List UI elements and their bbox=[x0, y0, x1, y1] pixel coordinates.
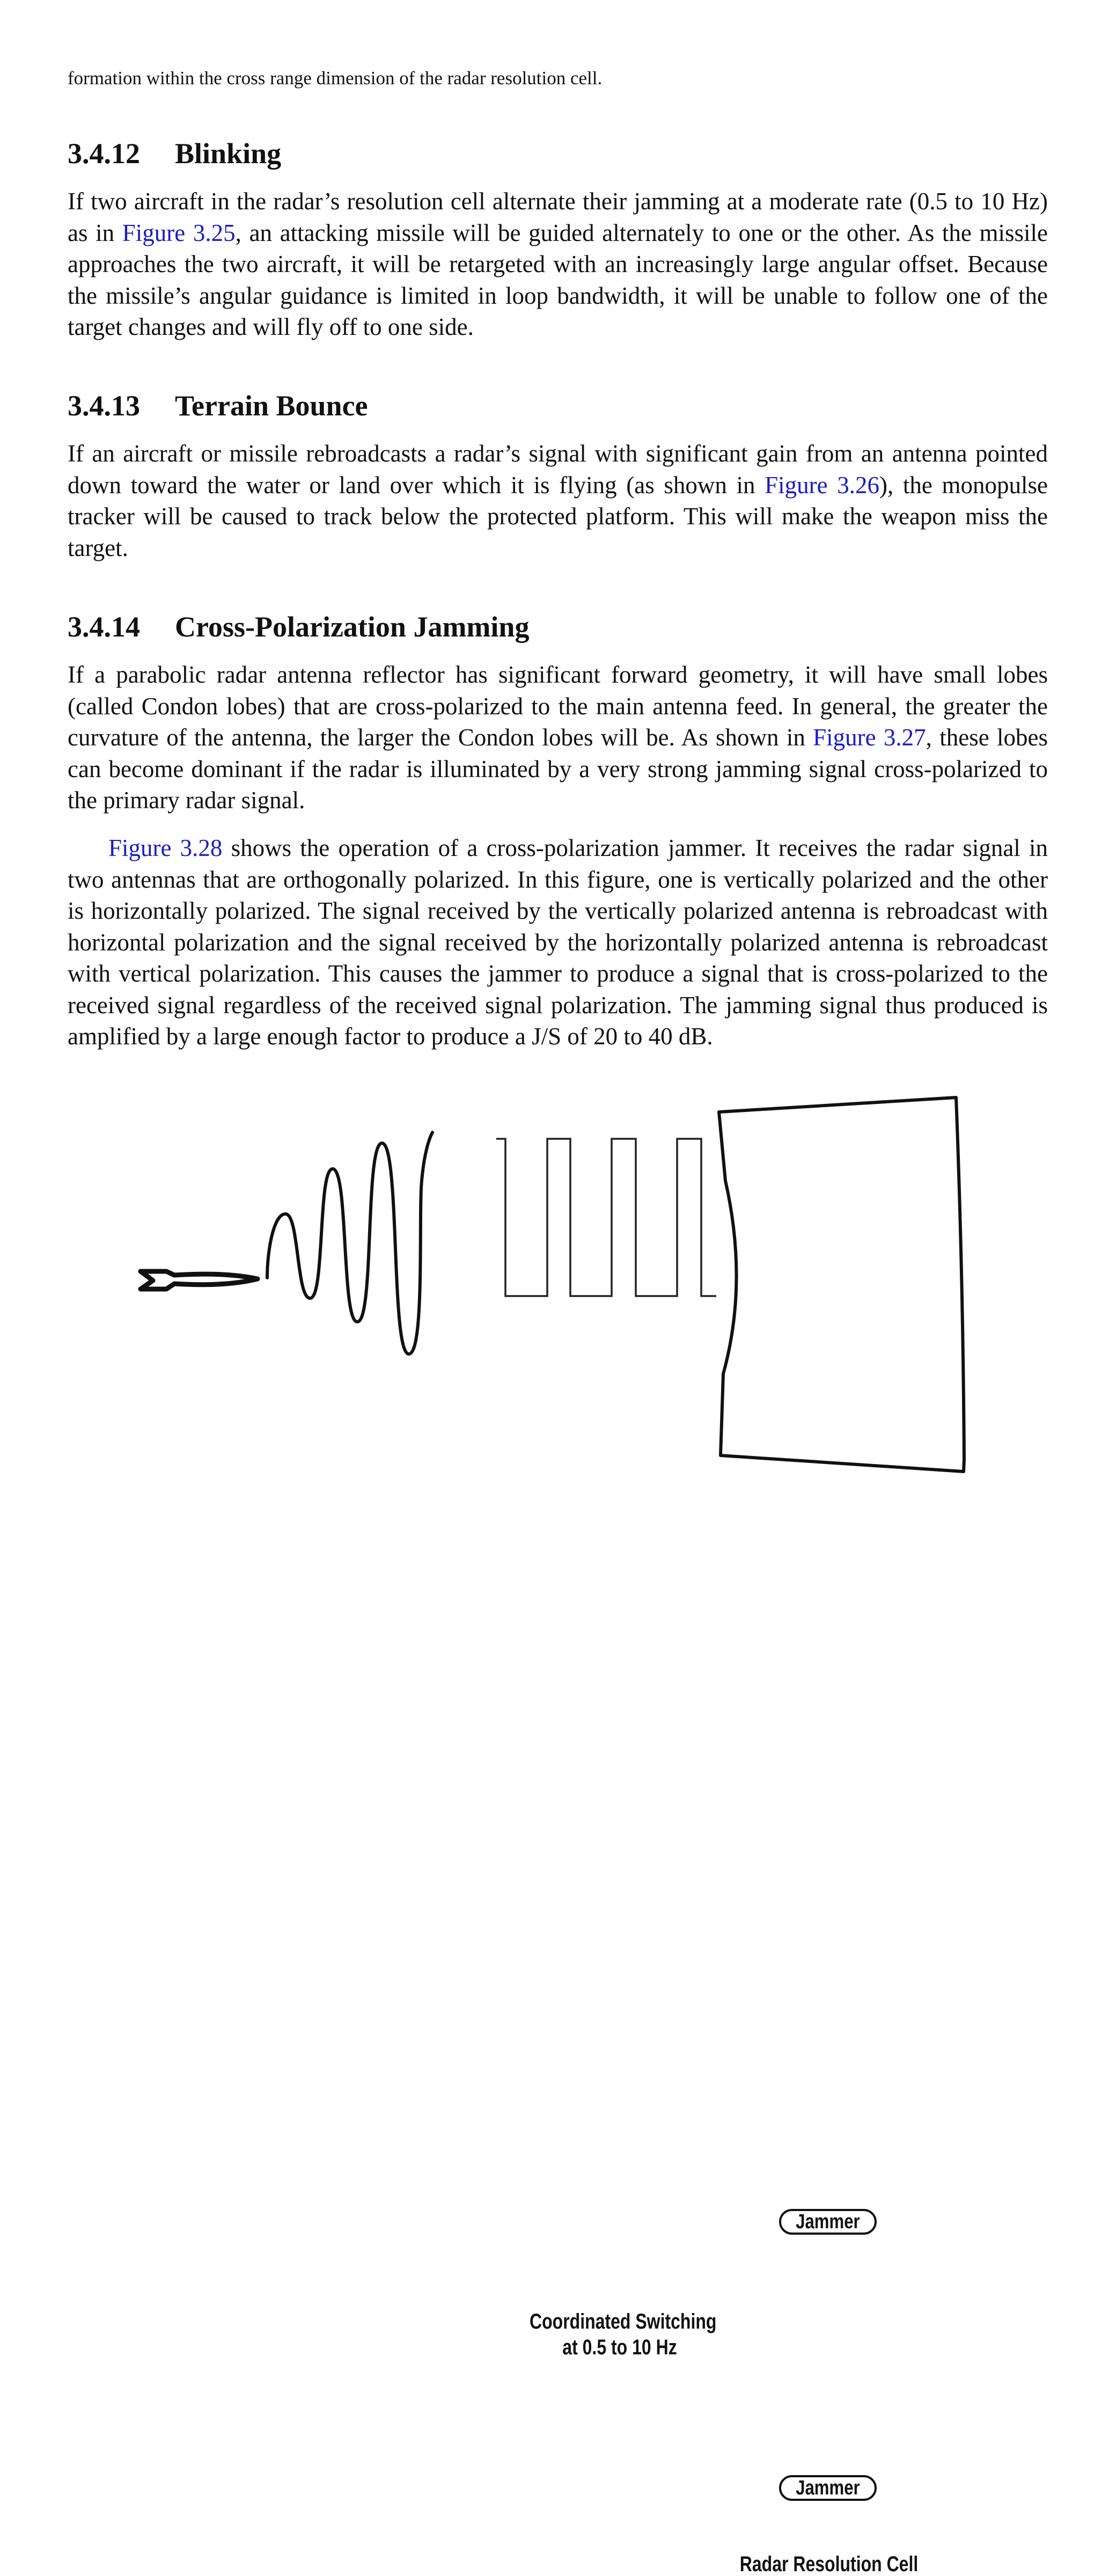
paragraph-text: If an aircraft or missile rebroadcasts a radar’s signal with significant gain from an antenna pointed down toward the water or land over which it is flying (as shown in bbox=[68, 440, 1048, 499]
lead-paragraph: formation within the cross range dimension of the radar resolution cell. bbox=[68, 68, 603, 89]
resolution-cell-outline bbox=[719, 1097, 964, 1472]
section-heading-3-4-13 bbox=[68, 390, 368, 422]
paragraph-text: If two aircraft in the radar’s resolution cell alternate their jamming at a moderate rate (0.5 to 10 Hz) as in bbox=[68, 188, 1048, 246]
paragraph-text: , these lobes can become dominant if the radar is illuminated by a very strong jamming signal cross-polarized to the primary radar signal. bbox=[68, 724, 1048, 814]
paragraph-text: If a parabolic radar antenna reflector has significant forward geometry, it will have small lobes (called Condon lobes) that are cross-polarized to the main antenna feed. In general, the greater the curvature of the antenna, the larger the Condon lobes will be. As shown in bbox=[68, 661, 1048, 751]
switching-label bbox=[530, 2309, 717, 2360]
figure-blinking-diagram bbox=[0, 1084, 1109, 2576]
missile-icon bbox=[141, 1271, 258, 1289]
paragraph-text: , an attacking missile will be guided alternately to one or the other. As the missile approaches the two aircraft, it will be retargeted with an increasingly large angular offset. Because the missile’s angular guidance is limited in loop bandwidth, it will be unable to follow one of the target changes and will fly off to one side. bbox=[68, 219, 1048, 340]
jammer-bottom-badge bbox=[779, 2475, 877, 2501]
figure-link-3-27[interactable]: Figure 3.27 bbox=[813, 724, 926, 751]
paragraph-terrain-bounce bbox=[68, 438, 1048, 564]
cell-caption: Radar Resolution Cell bbox=[739, 2552, 919, 2576]
section-number: 3.4.14 bbox=[68, 611, 140, 643]
paragraph-cross-pol-jammer bbox=[68, 832, 1048, 1052]
figure-link-3-25[interactable]: Figure 3.25 bbox=[122, 219, 236, 246]
paragraph-blinking bbox=[68, 186, 1048, 343]
jammer-top-label: Jammer bbox=[796, 2211, 860, 2233]
paragraph-text: ), the monopulse tracker will be caused to track below the protected platform. This will make the weapon miss the target. bbox=[68, 471, 1048, 561]
figure-link-3-26[interactable]: Figure 3.26 bbox=[765, 471, 880, 499]
jammer-bottom-label: Jammer bbox=[796, 2477, 860, 2499]
section-title: Terrain Bounce bbox=[175, 390, 368, 422]
paragraph-condon-lobes bbox=[68, 659, 1048, 816]
section-number: 3.4.13 bbox=[68, 390, 140, 422]
switching-square-wave bbox=[496, 1139, 716, 1296]
figure-link-3-28[interactable]: Figure 3.28 bbox=[108, 835, 223, 861]
section-title: Blinking bbox=[175, 137, 282, 170]
section-heading-3-4-14 bbox=[68, 611, 529, 643]
jammer-top-badge bbox=[779, 2209, 877, 2235]
switching-label-line2: at 0.5 to 10 Hz bbox=[562, 2336, 677, 2359]
section-title: Cross-Polarization Jamming bbox=[175, 611, 530, 643]
switching-label-line1: Coordinated Switching bbox=[530, 2310, 717, 2333]
section-heading-3-4-12 bbox=[68, 137, 281, 170]
section-number: 3.4.12 bbox=[68, 137, 140, 170]
paragraph-text: shows the operation of a cross-polarization jammer. It receives the radar signal in two antennas that are orthogonally polarized. In this figure, one is vertically polarized and the other is horizontally polarized. The signal received by the vertically polarized antenna is rebroadcast with horizontal polarization and the signal received by the horizontally polarized antenna is rebroadcast with vertical polarization. This causes the jammer to produce a signal that is cross-polarized to the received signal regardless of the received signal polarization. The jamming signal thus produced is amplified by a large enough factor to produce a J/S of 20 to 40 dB. bbox=[68, 835, 1048, 1050]
